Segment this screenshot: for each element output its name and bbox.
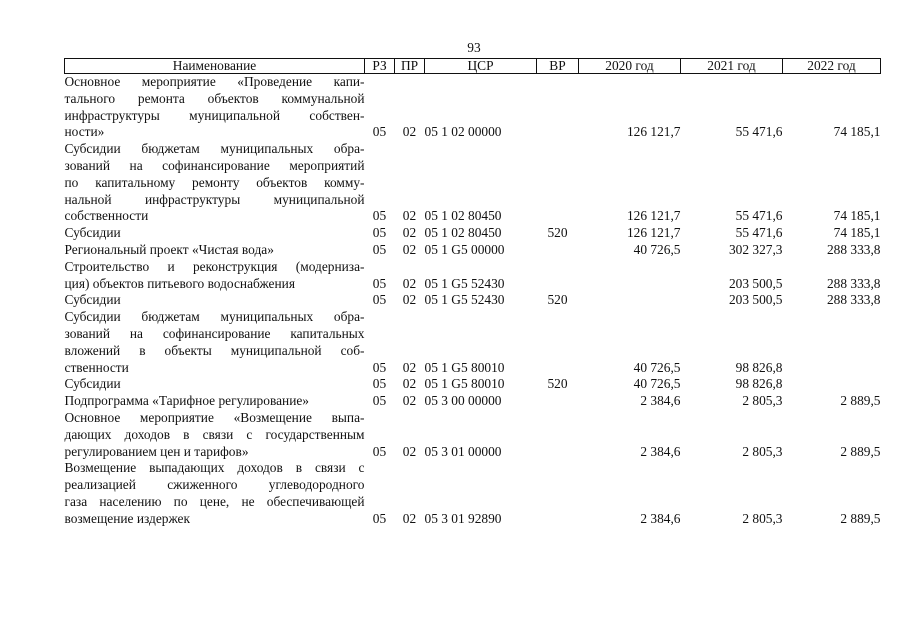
row-csr: 05 1 G5 00000 <box>424 241 505 257</box>
row-csr: 05 1 02 80450 <box>424 225 502 241</box>
row-2020: 2 384,6 <box>640 510 681 526</box>
row-2022: 288 333,8 <box>826 292 881 308</box>
row-vr <box>537 259 579 293</box>
row-name-line: зований на софинансирование капитальных <box>64 325 365 341</box>
row-2021: 55 471,6 <box>735 225 783 241</box>
row-csr: 05 1 G5 52430 <box>424 275 505 291</box>
row-name-line: регулированием цен и тарифов» <box>64 443 249 459</box>
header-rz: РЗ <box>365 59 395 74</box>
row-rz: 05 <box>372 275 387 291</box>
row-2021: 302 327,3 <box>728 241 783 257</box>
header-vr: ВР <box>537 59 579 74</box>
row-name-line: Основное мероприятие «Проведение капи- <box>64 74 365 89</box>
header-pr: ПР <box>395 59 425 74</box>
row-2021: 98 826,8 <box>735 359 783 375</box>
row-name-line: Подпрограмма «Тарифное регулирование» <box>64 393 310 409</box>
row-2021: 2 805,3 <box>742 510 783 526</box>
row-2021: 203 500,5 <box>728 275 783 291</box>
row-name-line: нальной инфраструктуры муниципальной <box>64 191 365 207</box>
row-name <box>65 410 365 460</box>
row-vr: 520 <box>547 376 568 392</box>
row-rz: 05 <box>372 393 387 409</box>
row-name-line: Субсидии бюджетам муниципальных обра- <box>64 309 365 325</box>
row-pr: 02 <box>402 359 417 375</box>
row-2020: 2 384,6 <box>640 443 681 459</box>
row-name-line: зований на софинансирование мероприятий <box>64 157 365 173</box>
row-vr: 520 <box>547 225 568 241</box>
table-header <box>65 59 881 74</box>
row-pr: 02 <box>402 124 417 140</box>
row-rz: 05 <box>372 124 387 140</box>
row-pr: 02 <box>402 292 417 308</box>
row-vr: 520 <box>547 292 568 308</box>
row-rz: 05 <box>372 359 387 375</box>
row-name-line: Субсидии <box>64 376 121 392</box>
row-name-line: Региональный проект «Чистая вода» <box>64 241 274 257</box>
row-name <box>65 259 365 293</box>
row-name-line: Субсидии бюджетам муниципальных обра- <box>64 141 365 157</box>
row-2022: 2 889,5 <box>840 393 881 409</box>
table-row <box>65 393 881 410</box>
row-2021: 203 500,5 <box>728 292 783 308</box>
row-name-line: вложений в объекты муниципальной соб- <box>64 342 365 358</box>
row-name <box>65 141 365 225</box>
row-2020: 126 121,7 <box>626 225 681 241</box>
row-2022: 74 185,1 <box>833 124 881 140</box>
header-row <box>65 59 881 74</box>
row-name-line: реализацией сжиженного углеводородного <box>64 477 365 493</box>
row-vr <box>537 74 579 142</box>
row-csr: 05 1 G5 80010 <box>424 359 505 375</box>
table-row <box>65 259 881 293</box>
row-rz: 05 <box>372 225 387 241</box>
row-name-line: Возмещение выпадающих доходов в связи с <box>64 460 365 476</box>
row-name-line: ственности <box>64 359 129 375</box>
row-pr: 02 <box>402 393 417 409</box>
row-name-line: дающих доходов в связи с государственным <box>64 426 365 442</box>
row-2020 <box>579 292 681 309</box>
table-row <box>65 225 881 242</box>
row-2022: 74 185,1 <box>833 225 881 241</box>
row-name-line: ности» <box>64 124 105 140</box>
row-2022: 2 889,5 <box>840 443 881 459</box>
row-2020: 40 726,5 <box>633 241 681 257</box>
row-2020: 40 726,5 <box>633 376 681 392</box>
row-name <box>65 376 365 393</box>
row-name <box>65 74 365 142</box>
row-name-line: Субсидии <box>64 292 121 308</box>
row-2021: 2 805,3 <box>742 393 783 409</box>
row-2022: 74 185,1 <box>833 208 881 224</box>
table-row <box>65 242 881 259</box>
row-2021: 55 471,6 <box>735 208 783 224</box>
table-row <box>65 410 881 460</box>
row-csr: 05 1 G5 80010 <box>424 376 505 392</box>
row-name-line: по капитальному ремонту объектов комму- <box>64 174 365 190</box>
row-name-line: ция) объектов питьевого водоснабжения <box>64 275 295 291</box>
row-rz: 05 <box>372 292 387 308</box>
row-csr: 05 3 00 00000 <box>424 393 502 409</box>
header-2021: 2021 год <box>681 59 783 74</box>
row-csr: 05 1 02 00000 <box>424 124 502 140</box>
row-vr <box>537 242 579 259</box>
row-vr <box>537 410 579 460</box>
row-csr: 05 1 02 80450 <box>424 208 502 224</box>
row-pr: 02 <box>402 275 417 291</box>
row-pr: 02 <box>402 510 417 526</box>
row-csr: 05 3 01 92890 <box>424 510 502 526</box>
row-name-line: Строительство и реконструкция (модерниза- <box>64 258 365 274</box>
row-rz: 05 <box>372 510 387 526</box>
row-rz: 05 <box>372 208 387 224</box>
table-row <box>65 74 881 142</box>
row-name <box>65 309 365 376</box>
row-vr <box>537 393 579 410</box>
row-rz: 05 <box>372 241 387 257</box>
row-pr: 02 <box>402 241 417 257</box>
row-2022: 288 333,8 <box>826 241 881 257</box>
row-2020 <box>579 259 681 293</box>
row-2020: 2 384,6 <box>640 393 681 409</box>
row-vr <box>537 460 579 527</box>
row-name-line: инфраструктуры муниципальной собствен- <box>64 107 365 123</box>
table-row <box>65 309 881 376</box>
row-name-line: Основное мероприятие «Возмещение выпа- <box>64 409 365 425</box>
table-row <box>65 292 881 309</box>
budget-table <box>64 58 881 528</box>
row-pr: 02 <box>402 443 417 459</box>
row-2021: 2 805,3 <box>742 443 783 459</box>
table-row <box>65 460 881 527</box>
row-name <box>65 242 365 259</box>
row-rz: 05 <box>372 376 387 392</box>
row-name <box>65 292 365 309</box>
row-name <box>65 225 365 242</box>
header-csr: ЦСР <box>425 59 537 74</box>
row-2022 <box>783 309 881 376</box>
row-2020: 40 726,5 <box>633 359 681 375</box>
row-pr: 02 <box>402 225 417 241</box>
row-vr <box>537 309 579 376</box>
row-name-line: собственности <box>64 208 149 224</box>
table-body <box>65 74 881 528</box>
table-row <box>65 376 881 393</box>
row-2020: 126 121,7 <box>626 124 681 140</box>
row-name-line: Субсидии <box>64 225 121 241</box>
row-name <box>65 393 365 410</box>
row-2022: 288 333,8 <box>826 275 881 291</box>
row-name-line: возмещение издержек <box>64 510 191 526</box>
row-csr: 05 1 G5 52430 <box>424 292 505 308</box>
row-2022: 2 889,5 <box>840 510 881 526</box>
row-rz: 05 <box>372 443 387 459</box>
header-2022: 2022 год <box>783 59 881 74</box>
table-row <box>65 141 881 225</box>
page-number: 93 <box>467 40 481 55</box>
row-vr <box>537 141 579 225</box>
row-2022 <box>783 376 881 393</box>
row-2021: 55 471,6 <box>735 124 783 140</box>
row-name-line: тального ремонта объектов коммунальной <box>64 90 365 106</box>
row-csr: 05 3 01 00000 <box>424 443 502 459</box>
header-name: Наименование <box>65 59 365 74</box>
header-2020: 2020 год <box>579 59 681 74</box>
row-name-line: газа населению по цене, не обеспечивающей <box>64 493 365 509</box>
row-pr: 02 <box>402 208 417 224</box>
row-pr: 02 <box>402 376 417 392</box>
row-2021: 98 826,8 <box>735 376 783 392</box>
row-name <box>65 460 365 527</box>
row-2020: 126 121,7 <box>626 208 681 224</box>
